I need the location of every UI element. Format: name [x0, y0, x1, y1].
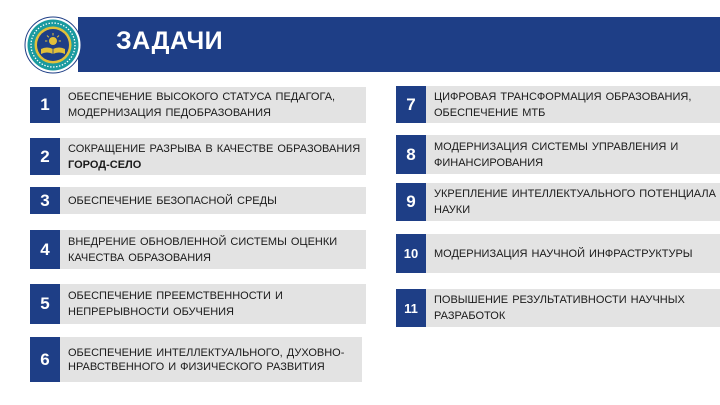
task-item-6 [30, 337, 362, 382]
task-item-7 [396, 86, 720, 123]
task-item-1 [30, 87, 366, 123]
task-text: ОБЕСПЕЧЕНИЕ БЕЗОПАСНОЙ СРЕДЫ [68, 194, 277, 207]
task-text: ОБЕСПЕЧЕНИЕ ПРЕЕМСТВЕННОСТИ И НЕПРЕРЫВНОСТИ ОБУЧЕНИЯ [68, 290, 283, 318]
task-text: ВНЕДРЕНИЕ ОБНОВЛЕННОЙ СИСТЕМЫ ОЦЕНКИ КАЧЕСТВА ОБРАЗОВАНИЯ [68, 235, 338, 264]
task-number: 11 [396, 289, 426, 327]
task-text: ЦИФРОВАЯ ТРАНСФОРМАЦИЯ ОБРАЗОВАНИЯ, ОБЕСПЕЧЕНИЕ МТБ [434, 90, 692, 119]
task-item-2 [30, 138, 366, 175]
task-item-3 [30, 187, 366, 214]
task-number: 4 [30, 230, 60, 269]
task-number: 10 [396, 234, 426, 273]
task-text-main: СОКРАЩЕНИЕ РАЗРЫВА В КАЧЕСТВЕ ОБРАЗОВАНИЯ [68, 142, 361, 155]
task-number: 9 [396, 183, 426, 221]
task-item-5 [30, 284, 366, 324]
task-item-4 [30, 230, 366, 269]
task-number: 5 [30, 284, 60, 324]
task-text [60, 141, 366, 173]
task-text: ПОВЫШЕНИЕ РЕЗУЛЬТАТИВНОСТИ НАУЧНЫХ РАЗРАБОТОК [434, 294, 685, 322]
task-number: 6 [30, 337, 60, 382]
task-text-emphasis: ГОРОД-СЕЛО [68, 158, 142, 171]
task-text: ОБЕСПЕЧЕНИЕ ИНТЕЛЛЕКТУАЛЬНОГО, ДУХОВНО-НРАВСТВЕННОГО И ФИЗИЧЕСКОГО РАЗВИТИЯ [68, 346, 345, 373]
task-number: 3 [30, 187, 60, 214]
task-item-8 [396, 135, 720, 174]
task-number: 7 [396, 86, 426, 123]
page-title: ЗАДАЧИ [116, 27, 224, 55]
task-item-10 [396, 234, 720, 273]
task-text: МОДЕРНИЗАЦИЯ НАУЧНОЙ ИНФРАСТРУКТУРЫ [434, 247, 693, 260]
education-ministry-emblem-icon [24, 16, 82, 74]
task-number: 1 [30, 87, 60, 123]
task-number: 8 [396, 135, 426, 174]
task-number: 2 [30, 138, 60, 175]
task-text: ОБЕСПЕЧЕНИЕ ВЫСОКОГО СТАТУСА ПЕДАГОГА, МОДЕРНИЗАЦИЯ ПЕДОБРАЗОВАНИЯ [68, 91, 336, 119]
task-item-9 [396, 183, 720, 221]
task-text: УКРЕПЛЕНИЕ ИНТЕЛЛЕКТУАЛЬНОГО ПОТЕНЦИАЛА НАУКИ [434, 188, 716, 216]
task-item-11 [396, 289, 720, 327]
task-text: МОДЕРНИЗАЦИЯ СИСТЕМЫ УПРАВЛЕНИЯ И ФИНАНСИРОВАНИЯ [434, 140, 679, 169]
